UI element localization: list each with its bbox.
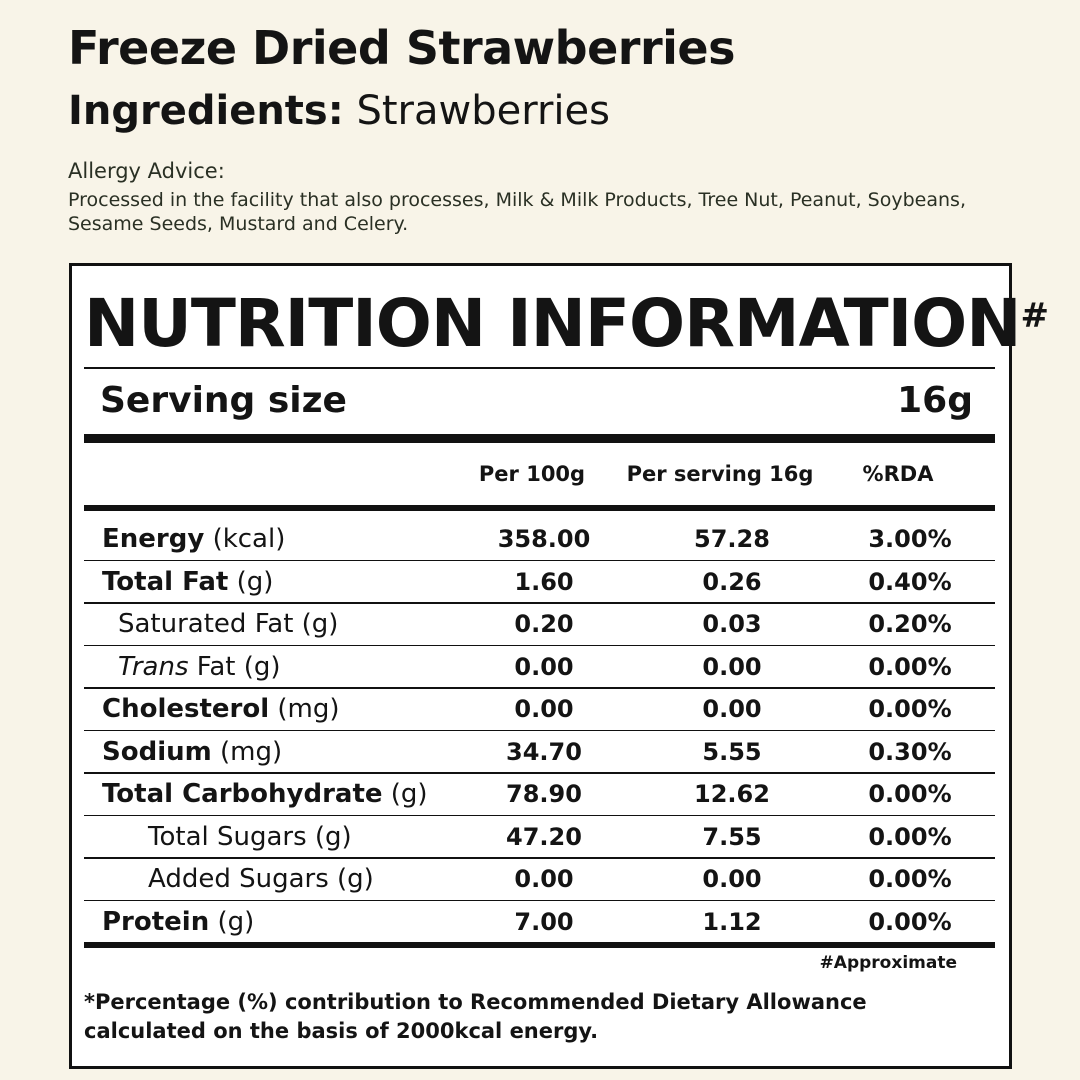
nutrient-label: Saturated Fat (118, 609, 294, 639)
value-per-serving: 0.26 (702, 567, 762, 596)
value-per-serving: 57.28 (694, 525, 770, 553)
value-per-serving: 5.55 (702, 737, 762, 766)
serving-size-label: Serving size (100, 380, 347, 421)
value-per-100g: 47.20 (506, 822, 582, 851)
nutrient-name (118, 646, 281, 688)
serving-divider (84, 434, 995, 443)
nutrient-name (118, 603, 338, 645)
nutrient-unit: (g) (217, 906, 255, 937)
nutrition-title-text: NUTRITION INFORMATION (84, 285, 1021, 362)
value-per-serving: 7.55 (702, 822, 762, 851)
allergy-heading: Allergy Advice: (68, 159, 225, 183)
nutrient-name (102, 901, 254, 943)
value-per-100g: 34.70 (506, 737, 582, 766)
approximate-note: #Approximate (819, 953, 957, 973)
value-rda: 0.00% (868, 907, 952, 936)
nutrient-name (148, 816, 352, 858)
column-header-rda: %RDA (862, 462, 934, 486)
nutrient-label: Cholesterol (102, 694, 270, 724)
nutrient-row (84, 561, 995, 603)
product-title: Freeze Dried Strawberries (68, 21, 736, 75)
value-rda: 0.00% (868, 822, 952, 851)
nutrient-label: Added Sugars (148, 864, 329, 894)
nutrient-label: Total Fat (102, 566, 229, 597)
value-per-serving: 0.00 (702, 865, 762, 893)
nutrient-unit: (g) (236, 566, 274, 597)
allergy-text: Processed in the facility that also processes, Milk & Milk Products, Tree Nut, Peanut, Soybeans, Sesame Seeds, Mustard and Celery. (68, 189, 966, 235)
nutrition-title-mark: # (1020, 296, 1048, 336)
nutrient-unit: (kcal) (212, 524, 286, 554)
column-header-per-100g: Per 100g (478, 462, 586, 486)
value-per-serving: 0.03 (702, 610, 762, 638)
value-per-100g: 0.00 (514, 652, 574, 681)
nutrient-name (148, 858, 374, 900)
value-per-100g: 78.90 (506, 780, 582, 808)
nutrient-unit: (g) (314, 821, 352, 852)
nutrient-row (84, 858, 995, 900)
ingredients-line (68, 84, 610, 138)
nutrient-row (84, 646, 995, 688)
nutrient-label: Sodium (102, 736, 212, 767)
nutrient-unit: (mg) (277, 694, 340, 724)
nutrient-row (84, 688, 995, 730)
table-bottom-divider (84, 942, 995, 948)
value-rda: 0.00% (868, 865, 952, 893)
nutrient-name (102, 773, 428, 815)
nutrient-label: Total Carbohydrate (102, 779, 383, 809)
nutrient-unit: (g) (390, 779, 428, 809)
nutrient-unit: (mg) (219, 736, 283, 767)
nutrient-name (102, 561, 273, 603)
nutrient-name (102, 518, 285, 560)
value-per-100g: 0.00 (514, 865, 574, 893)
nutrient-name (102, 731, 282, 773)
value-rda: 0.40% (868, 567, 952, 596)
serving-size-value: 16g (897, 380, 973, 421)
value-rda: 3.00% (868, 525, 952, 553)
nutrient-label: Trans (118, 651, 189, 682)
nutrient-label: Energy (102, 524, 205, 554)
value-rda: 0.00% (868, 780, 952, 808)
ingredients-label: Ingredients: (68, 88, 344, 134)
nutrient-unit: (g) (337, 864, 374, 894)
value-per-100g: 358.00 (497, 525, 591, 553)
value-per-serving: 1.12 (702, 907, 762, 936)
title-divider (84, 367, 995, 369)
column-header-per-serving: Per serving 16g (626, 462, 814, 486)
value-per-100g: 7.00 (514, 907, 574, 936)
nutrient-name (102, 688, 340, 730)
nutrition-title (84, 284, 1048, 364)
nutrient-label: Protein (102, 906, 210, 937)
rda-footnote: *Percentage (%) contribution to Recommended Dietary Allowance calculated on the basis of 2000kcal energy. (84, 990, 867, 1043)
value-per-serving: 0.00 (702, 652, 762, 681)
nutrient-label: Total Sugars (148, 821, 307, 852)
nutrient-unit: (g) (301, 609, 339, 639)
nutrient-unit: Fat (g) (196, 651, 281, 682)
value-rda: 0.00% (868, 652, 952, 681)
value-per-serving: 0.00 (702, 695, 762, 723)
value-rda: 0.30% (868, 737, 952, 766)
header-divider (84, 505, 995, 511)
value-per-100g: 0.20 (514, 610, 574, 638)
nutrient-row (84, 773, 995, 815)
value-rda: 0.00% (868, 695, 952, 723)
nutrient-row (84, 901, 995, 943)
nutrition-panel (69, 263, 1048, 1069)
nutrient-row (84, 816, 995, 858)
value-per-100g: 0.00 (514, 695, 574, 723)
value-rda: 0.20% (868, 610, 952, 638)
value-per-100g: 1.60 (514, 567, 574, 596)
nutrient-row (84, 518, 995, 560)
nutrient-row (84, 731, 995, 773)
ingredients-value: Strawberries (356, 88, 610, 134)
value-per-serving: 12.62 (694, 780, 770, 808)
nutrient-row (84, 603, 995, 645)
